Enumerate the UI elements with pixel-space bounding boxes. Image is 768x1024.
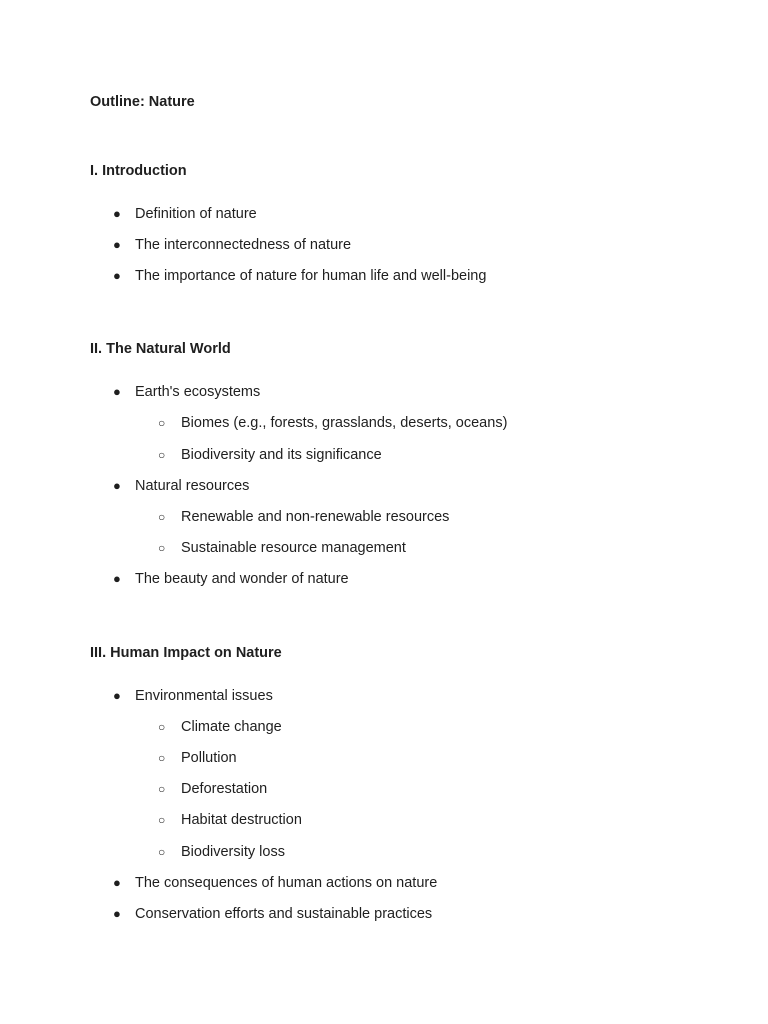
- list-item-text: Earth's ecosystems: [135, 384, 261, 400]
- sub-bullet-icon: ○: [158, 751, 166, 765]
- sub-list-item-text: Deforestation: [181, 781, 268, 797]
- list-item-text: Environmental issues: [135, 688, 273, 704]
- sub-list-item-text: Biodiversity and its significance: [181, 447, 382, 463]
- list-item-text: The interconnectedness of nature: [135, 237, 352, 253]
- bullet-icon: ●: [113, 688, 121, 703]
- section-heading-natural-world: II. The Natural World: [90, 341, 231, 357]
- list-item-text: The consequences of human actions on nature: [135, 875, 438, 891]
- sub-list-item: [158, 539, 406, 557]
- sub-list-item: [158, 414, 508, 432]
- list-item-text: Natural resources: [135, 478, 250, 494]
- sub-bullet-icon: ○: [158, 510, 166, 524]
- bullet-icon: ●: [113, 206, 121, 221]
- sub-list-item: [158, 843, 285, 861]
- list-item: [113, 477, 250, 495]
- list-item: [113, 236, 352, 254]
- sub-list-item-text: Biomes (e.g., forests, grasslands, deserts, oceans): [181, 415, 508, 431]
- bullet-icon: ●: [113, 571, 121, 586]
- list-item: [113, 905, 433, 923]
- list-item-text: The importance of nature for human life and well-being: [135, 268, 487, 284]
- list-item-text: The beauty and wonder of nature: [135, 571, 349, 587]
- sub-bullet-icon: ○: [158, 541, 166, 555]
- sub-list-item-text: Climate change: [181, 719, 282, 735]
- sub-bullet-icon: ○: [158, 720, 166, 734]
- sub-list-item-text: Sustainable resource management: [181, 540, 406, 556]
- list-item-text: Conservation efforts and sustainable practices: [135, 906, 433, 922]
- list-item: [113, 570, 349, 588]
- sub-bullet-icon: ○: [158, 448, 166, 462]
- list-item: [113, 687, 273, 705]
- bullet-icon: ●: [113, 268, 121, 283]
- list-item: [113, 383, 261, 401]
- bullet-icon: ●: [113, 384, 121, 399]
- sub-list-item: [158, 718, 282, 736]
- sub-list-item-text: Renewable and non-renewable resources: [181, 509, 450, 525]
- sub-list-item: [158, 811, 302, 829]
- section-heading-human-impact: III. Human Impact on Nature: [90, 645, 282, 661]
- document-title: Outline: Nature: [90, 94, 195, 110]
- sub-bullet-icon: ○: [158, 416, 166, 430]
- sub-list-item-text: Habitat destruction: [181, 812, 302, 828]
- sub-list-item: [158, 780, 268, 798]
- list-item: [113, 205, 257, 223]
- bullet-icon: ●: [113, 237, 121, 252]
- list-item: [113, 267, 487, 285]
- bullet-icon: ●: [113, 875, 121, 890]
- bullet-icon: ●: [113, 906, 121, 921]
- list-item: [113, 874, 438, 892]
- sub-list-item: [158, 446, 382, 464]
- section-heading-introduction: I. Introduction: [90, 163, 187, 179]
- sub-bullet-icon: ○: [158, 813, 166, 827]
- bullet-icon: ●: [113, 478, 121, 493]
- list-item-text: Definition of nature: [135, 206, 257, 222]
- sub-bullet-icon: ○: [158, 782, 166, 796]
- sub-bullet-icon: ○: [158, 845, 166, 859]
- sub-list-item-text: Biodiversity loss: [181, 844, 285, 860]
- sub-list-item: [158, 749, 237, 767]
- sub-list-item-text: Pollution: [181, 750, 237, 766]
- sub-list-item: [158, 508, 450, 526]
